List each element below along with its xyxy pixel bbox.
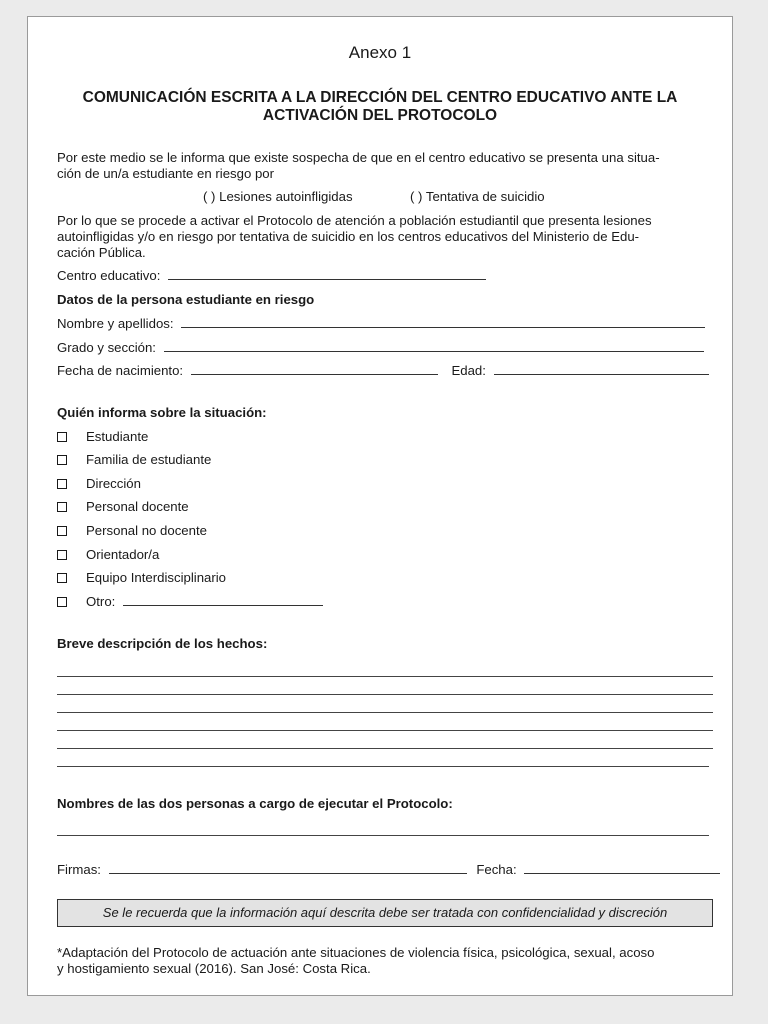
footnote-line-2: y hostigamiento sexual (2016). San José: Costa Rica. [57, 961, 371, 976]
protocol-paragraph [57, 213, 713, 261]
description-line[interactable] [57, 748, 713, 749]
firmas-label: Firmas: [57, 862, 101, 877]
informant-option-label: Personal docente [86, 499, 189, 514]
protocol-line-3: cación Pública. [57, 245, 146, 260]
datos-heading: Datos de la persona estudiante en riesgo [57, 292, 315, 307]
centro-educativo-field[interactable] [168, 268, 486, 280]
otro-field[interactable] [123, 594, 323, 606]
description-line[interactable] [57, 730, 713, 731]
checkbox[interactable] [57, 479, 67, 489]
informant-heading: Quién informa sobre la situación: [57, 405, 267, 420]
description-line[interactable] [57, 676, 713, 677]
checkbox[interactable] [57, 550, 67, 560]
edad-field[interactable] [494, 363, 709, 375]
footnote-line-1: *Adaptación del Protocolo de actuación ante situaciones de violencia física, psicológica, sexual, acoso [57, 945, 655, 960]
persons-heading: Nombres de las dos personas a cargo de ejecutar el Protocolo: [57, 796, 453, 811]
form-title-line-1: COMUNICACIÓN ESCRITA A LA DIRECCIÓN DEL CENTRO EDUCATIVO ANTE LA [82, 89, 678, 106]
checkbox[interactable] [57, 502, 67, 512]
intro-line-1: Por este medio se le informa que existe sospecha de que en el centro educativo se presenta una situa- [57, 150, 660, 165]
grado-label: Grado y sección: [57, 340, 156, 355]
checkbox[interactable] [57, 455, 67, 465]
fecha-nacimiento-field[interactable] [191, 363, 438, 375]
checkbox[interactable] [57, 573, 67, 583]
checkbox[interactable] [57, 597, 67, 607]
description-heading: Breve descripción de los hechos: [57, 636, 268, 651]
intro-line-2: ción de un/a estudiante en riesgo por [57, 166, 275, 181]
grado-row [57, 340, 713, 356]
form-page [27, 16, 733, 996]
informant-option-label: Familia de estudiante [86, 452, 212, 467]
edad-label: Edad: [451, 363, 486, 378]
informant-option-label: Dirección [86, 476, 141, 491]
checkbox[interactable] [57, 432, 67, 442]
protocol-line-1: Por lo que se procede a activar el Protocolo de atención a población estudiantil que presenta lesiones [57, 213, 652, 228]
option-tentativa-suicidio[interactable]: ( ) Tentativa de suicidio [410, 189, 545, 204]
fecha-label: Fecha: [476, 862, 517, 877]
firmas-field[interactable] [109, 862, 467, 874]
intro-paragraph [57, 150, 713, 182]
footnote [57, 945, 713, 977]
fecha-nacimiento-label: Fecha de nacimiento: [57, 363, 184, 378]
firmas-row [57, 862, 713, 878]
nombre-field[interactable] [181, 316, 705, 328]
centro-educativo-label: Centro educativo: [57, 268, 161, 283]
option-lesiones-autoinfligidas[interactable]: ( ) Lesiones autoinfligidas [203, 189, 353, 204]
grado-field[interactable] [164, 340, 704, 352]
otro-label: Otro: [86, 594, 116, 609]
informant-option-label: Estudiante [86, 429, 149, 444]
informant-option-label: Personal no docente [86, 523, 207, 538]
centro-educativo-row [57, 268, 713, 284]
description-line[interactable] [57, 694, 713, 695]
description-line[interactable] [57, 766, 709, 767]
informant-option-label: Orientador/a [86, 547, 160, 562]
checkbox[interactable] [57, 526, 67, 536]
annex-label: Anexo 1 [348, 43, 412, 62]
nombre-label: Nombre y apellidos: [57, 316, 174, 331]
protocol-line-2: autoinfligidas y/o en riesgo por tentativa de suicidio en los centros educativos del Ministerio de Edu- [57, 229, 640, 244]
fecha-nacimiento-row [57, 363, 713, 379]
persons-field[interactable] [57, 835, 709, 836]
confidentiality-note: Se le recuerda que la información aquí descrita debe ser tratada con confidencialidad y discreción [57, 899, 713, 927]
fecha-field[interactable] [524, 862, 720, 874]
form-title [28, 89, 732, 125]
form-title-line-2: ACTIVACIÓN DEL PROTOCOLO [262, 107, 498, 124]
description-line[interactable] [57, 712, 713, 713]
informant-option-label [86, 594, 323, 610]
informant-option-label: Equipo Interdisciplinario [86, 570, 227, 585]
nombre-row [57, 316, 713, 332]
